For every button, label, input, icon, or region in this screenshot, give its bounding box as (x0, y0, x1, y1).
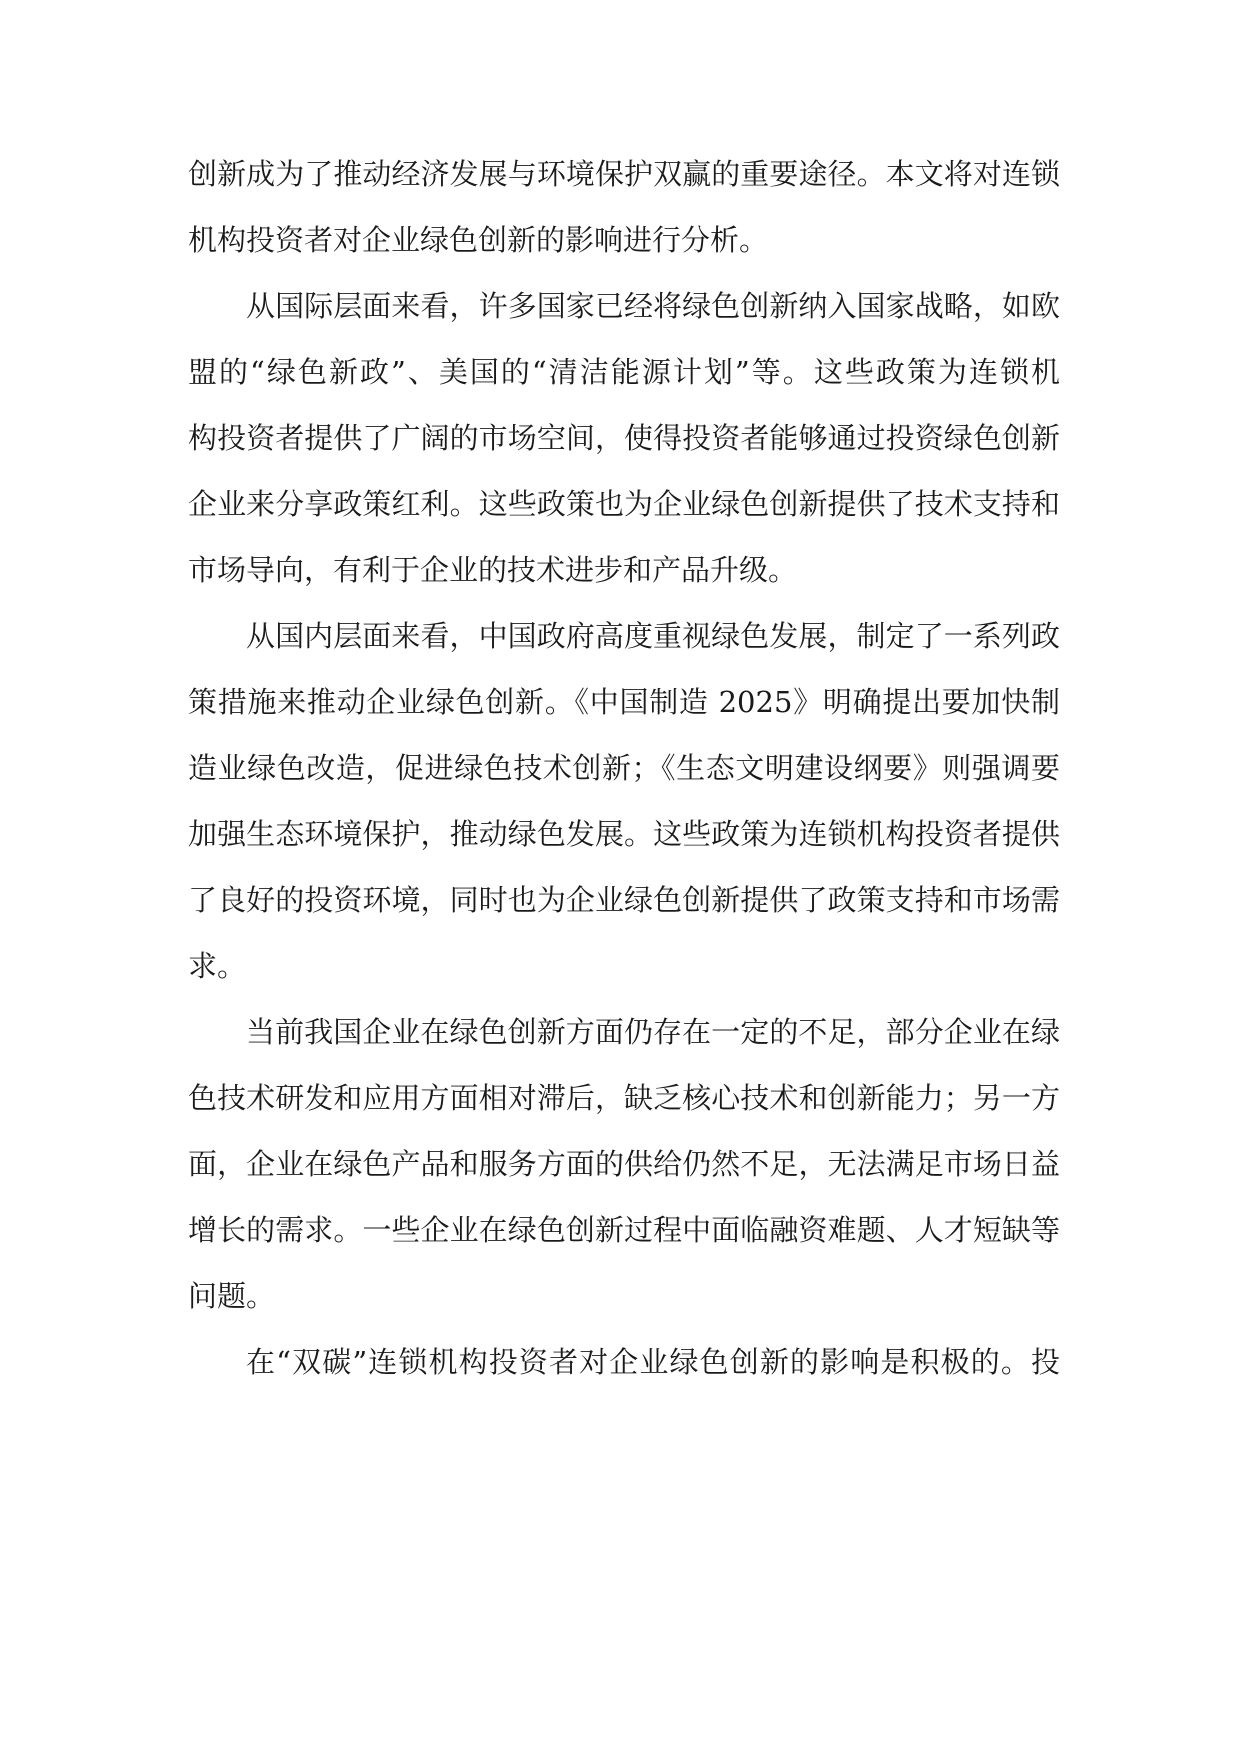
text-line: 策措施来推动企业绿色创新。《中国制造 2025》明确提出要加快制 (188, 685, 1060, 719)
text-line: 盟的“绿色新政”、美国的“清洁能源计划”等。这些政策为连锁机 (188, 355, 1060, 389)
text-line: 从国际层面来看，许多国家已经将绿色创新纳入国家战略，如欧 (246, 289, 1060, 323)
text-line: 构投资者提供了广阔的市场空间，使得投资者能够通过投资绿色创新 (188, 421, 1060, 455)
paragraph-p1 (188, 148, 1060, 280)
text-line: 从国内层面来看，中国政府高度重视绿色发展，制定了一系列政 (246, 619, 1060, 653)
text-line: 在“双碳”连锁机构投资者对企业绿色创新的影响是积极的。投 (246, 1345, 1060, 1379)
text-line: 造业绿色改造，促进绿色技术创新；《生态文明建设纲要》则强调要 (188, 751, 1060, 785)
text-line: 增长的需求。一些企业在绿色创新过程中面临融资难题、人才短缺等 (188, 1213, 1060, 1247)
paragraph-p4 (188, 1006, 1060, 1336)
text-line: 色技术研发和应用方面相对滞后，缺乏核心技术和创新能力；另一方 (188, 1081, 1060, 1115)
text-line: 创新成为了推动经济发展与环境保护双赢的重要途径。本文将对连锁 (188, 157, 1060, 191)
text-line: 机构投资者对企业绿色创新的影响进行分析。 (188, 223, 769, 257)
text-line: 市场导向，有利于企业的技术进步和产品升级。 (188, 553, 798, 587)
text-line: 企业来分享政策红利。这些政策也为企业绿色创新提供了技术支持和 (188, 487, 1060, 521)
paragraph-p2 (188, 280, 1060, 610)
text-line: 面，企业在绿色产品和服务方面的供给仍然不足，无法满足市场日益 (188, 1147, 1060, 1181)
document-body (188, 148, 1060, 1402)
paragraph-p5 (188, 1336, 1060, 1402)
paragraph-p3 (188, 610, 1060, 1006)
text-line: 问题。 (188, 1279, 276, 1313)
text-line: 求。 (188, 949, 247, 983)
text-line: 当前我国企业在绿色创新方面仍存在一定的不足，部分企业在绿 (246, 1015, 1060, 1049)
text-line: 了良好的投资环境，同时也为企业绿色创新提供了政策支持和市场需 (188, 883, 1060, 917)
text-line: 加强生态环境保护，推动绿色发展。这些政策为连锁机构投资者提供 (188, 817, 1060, 851)
